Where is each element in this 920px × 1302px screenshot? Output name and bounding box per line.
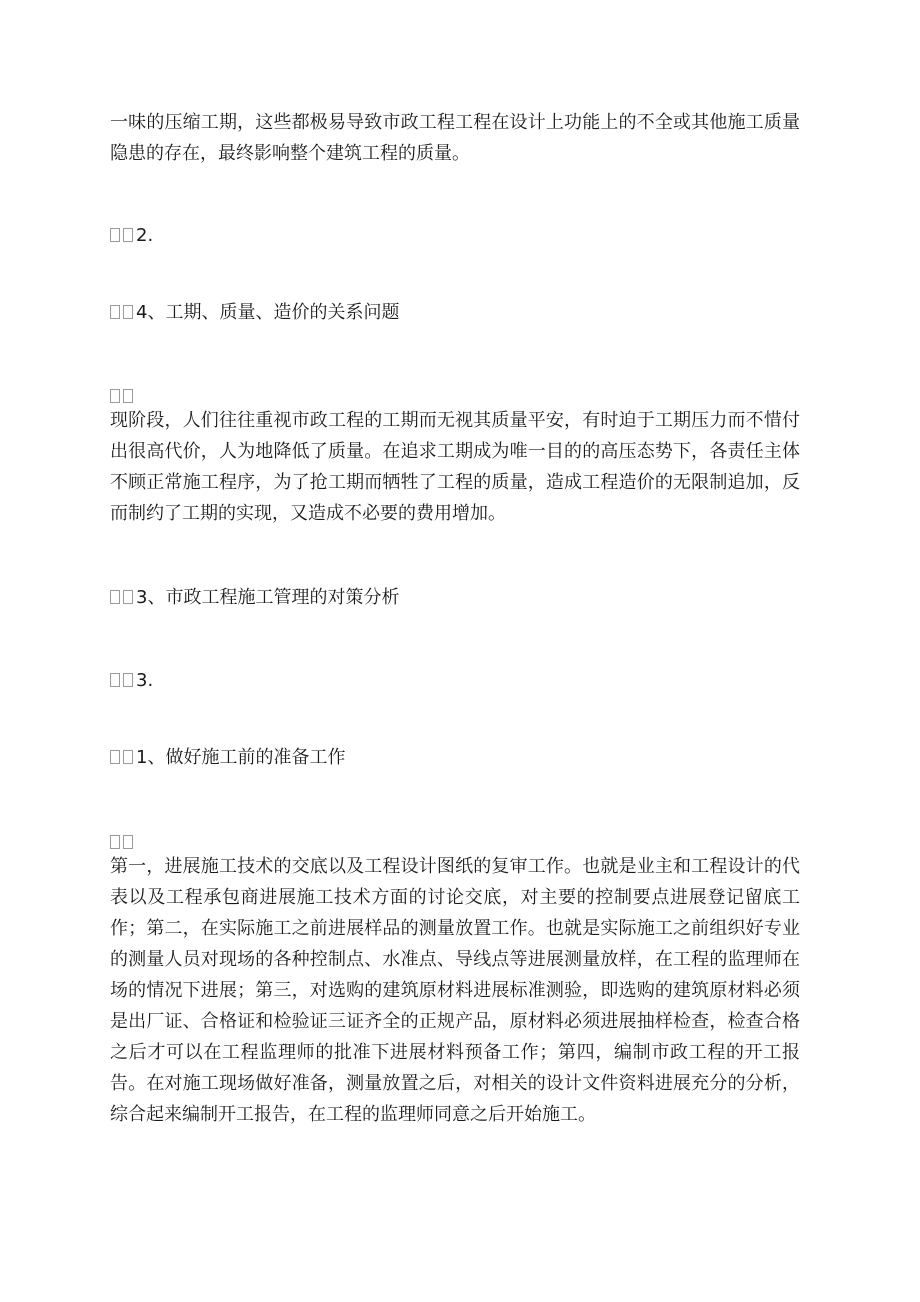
- missing-glyph-box: [110, 228, 120, 242]
- missing-glyph-box: [123, 750, 133, 764]
- missing-glyph-box: [110, 750, 120, 764]
- heading-text: 4、工期、质量、造价的关系问题: [136, 302, 400, 323]
- heading-text: 3、市政工程施工管理的对策分析: [136, 587, 400, 608]
- missing-glyph-box: [110, 673, 120, 687]
- paragraph-marker: [110, 387, 136, 407]
- heading-3-1: [110, 745, 345, 771]
- missing-glyph-box: [110, 305, 120, 319]
- section-number-2: [110, 223, 153, 249]
- paragraph-3-1: 第一，进展施工技术的交底以及工程设计图纸的复审工作。也就是业主和工程设计的代表以及工程承包商进展施工技术方面的讨论交底，对主要的控制要点进展登记留底工作；第二，在实际施工之前进展样品的测量放置工作。也就是实际施工之前组织好专业的测量人员对现场的各种控制点、水准点、导线点等进展测量放样，在工程的监理师在场的情况下进展；第三，对选购的建筑原材料进展标准测验，即选购的建筑原材料必须是出厂证、合格证和检验证三证齐全的正规产品，原材料必须进展抽样检查，检查合格之后才可以在工程监理师的批准下进展材料预备工作；第四，编制市政工程的开工报告。在对施工现场做好准备，测量放置之后，对相关的设计文件资料进展充分的分析，综合起来编制开工报告，在工程的监理师同意之后开始施工。: [110, 856, 800, 1125]
- paragraph-intro: 一味的压缩工期，这些都极易导致市政工程工程在设计上功能上的不全或其他施工质量隐患的存在，最终影响整个建筑工程的质量。: [110, 112, 800, 164]
- paragraph-2-4: 现阶段，人们往往重视市政工程的工期而无视其质量平安，有时迫于工期压力而不惜付出很高代价，人为地降低了质量。在追求工期成为唯一目的的高压态势下，各责任主体不顾正常施工程序，为了抢工期而牺牲了工程的质量，造成工程造价的无限制追加，反而制约了工期的实现，又造成不必要的费用增加。: [110, 410, 800, 524]
- section-number-text: 2.: [136, 225, 154, 246]
- section-number-3: [110, 668, 153, 694]
- missing-glyph-box: [123, 673, 133, 687]
- paragraph-marker: [110, 833, 136, 853]
- missing-glyph-box: [123, 389, 133, 403]
- missing-glyph-box: [123, 590, 133, 604]
- missing-glyph-box: [110, 389, 120, 403]
- heading-2-4: [110, 300, 399, 326]
- missing-glyph-box: [123, 835, 133, 849]
- missing-glyph-box: [123, 228, 133, 242]
- heading-text: 1、做好施工前的准备工作: [136, 747, 346, 768]
- missing-glyph-box: [110, 590, 120, 604]
- missing-glyph-box: [123, 305, 133, 319]
- heading-3: [110, 585, 399, 611]
- section-number-text: 3.: [136, 670, 154, 691]
- missing-glyph-box: [110, 835, 120, 849]
